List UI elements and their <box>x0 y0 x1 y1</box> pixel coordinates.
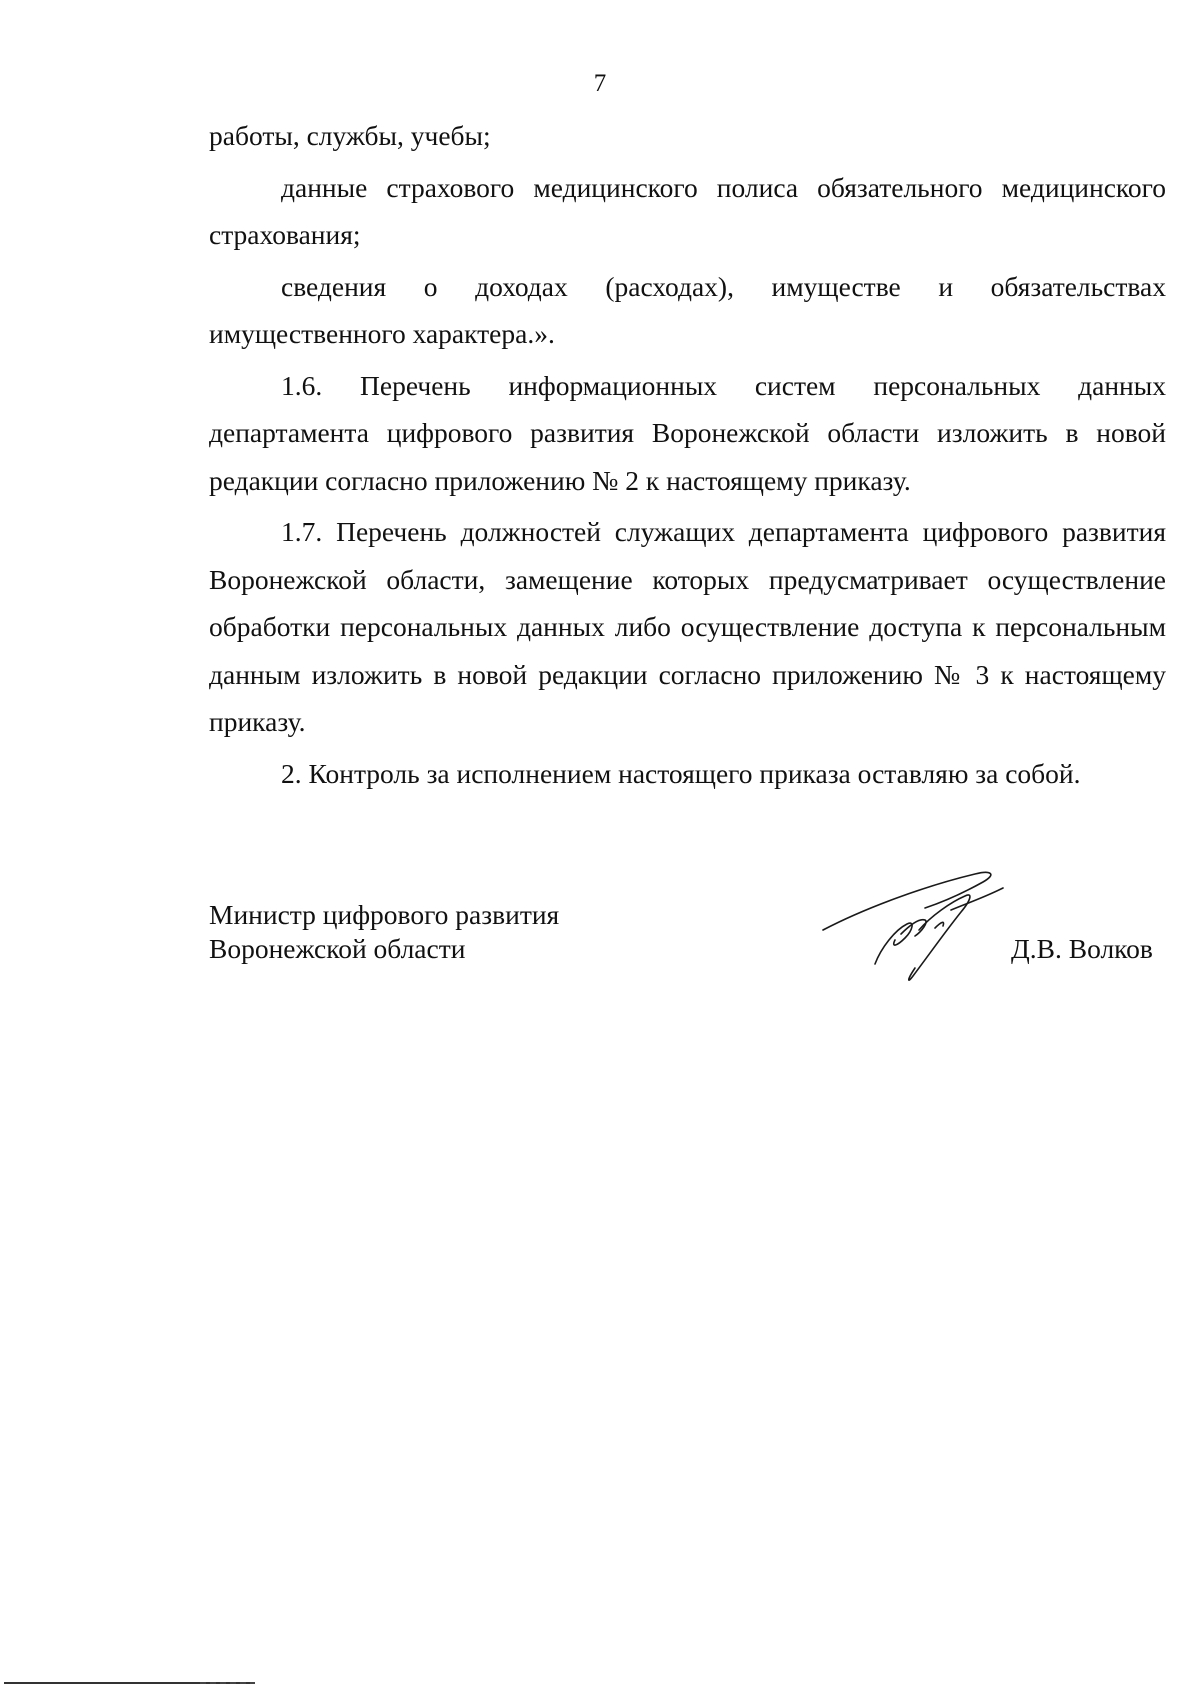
paragraph-continuation: работы, службы, учебы; <box>209 120 491 151</box>
paragraph-item-1-7: 1.7. Перечень должностей служащих департамента цифрового развития Воронежской области, замещение которых предусматривает осуществление обработки персональных данных либо осуществление доступа к персональным данным изложить в новой редакции согласно приложению № 3 к настоящему приказу. <box>209 516 1166 737</box>
paragraph-item-2: 2. Контроль за исполнением настоящего приказа оставляю за собой. <box>281 757 1081 789</box>
signatory-position <box>209 898 559 966</box>
paragraph-item-1-6: 1.6. Перечень информационных систем персональных данных департамента цифрового развития Воронежской области изложить в новой редакции согласно приложению № 2 к настоящему приказу. <box>209 369 1166 496</box>
handwritten-signature-icon <box>815 868 1015 988</box>
page-number: 7 <box>593 70 607 97</box>
paragraph-insurance-policy: данные страхового медицинского полиса обязательного медицинского страхования; <box>209 171 1166 250</box>
signatory-position-line1: Министр цифрового развития <box>209 899 560 930</box>
document-body <box>209 112 1166 801</box>
signatory-name: Д.В. Волков <box>1011 933 1153 964</box>
paragraph-income-info: сведения о доходах (расходах), имуществе и обязательствах имущественного характера.». <box>209 270 1166 349</box>
signatory-position-line2: Воронежской области <box>209 933 466 964</box>
scan-edge-dashes <box>200 1682 255 1684</box>
